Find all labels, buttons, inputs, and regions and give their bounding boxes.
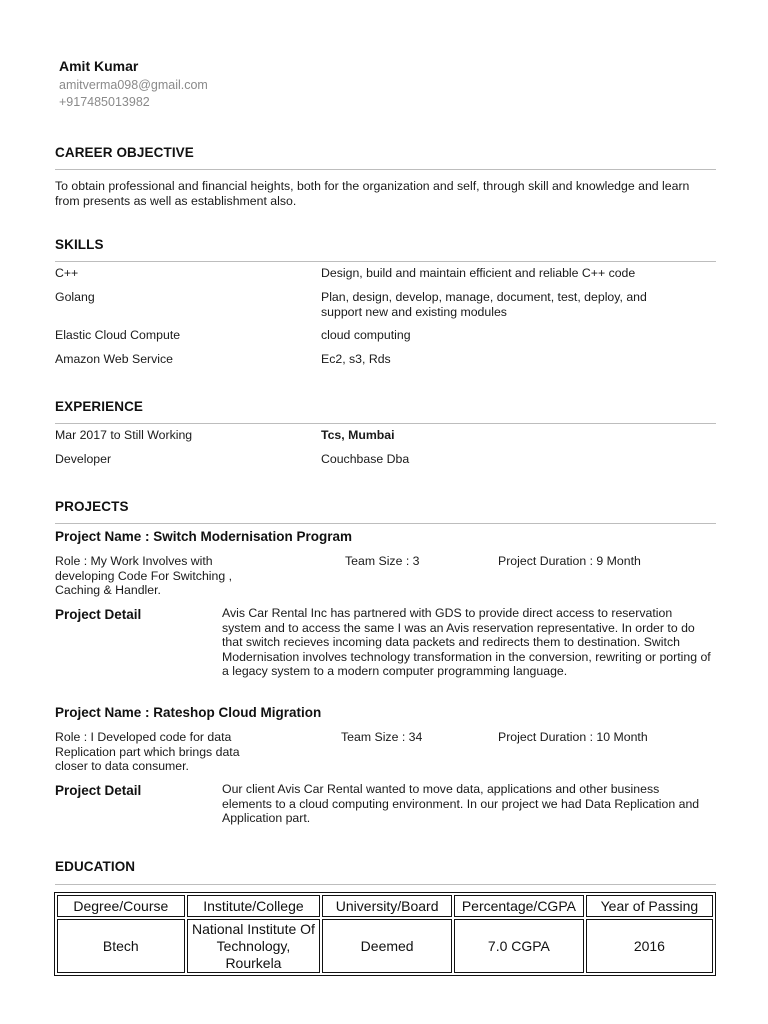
skill-description: Plan, design, develop, manage, document, test, deploy, and support new and existing modules bbox=[321, 290, 647, 319]
career-objective-heading: CAREER OBJECTIVE bbox=[55, 145, 194, 160]
project-detail-label: Project Detail bbox=[55, 607, 142, 622]
divider bbox=[55, 523, 716, 524]
table-header-year: Year of Passing bbox=[586, 895, 713, 917]
skills-heading: SKILLS bbox=[55, 237, 104, 252]
project-role: Role : I Developed code for data Replication part which brings data closer to data consumer. bbox=[55, 730, 240, 773]
table-header-university: University/Board bbox=[322, 895, 452, 917]
project-name: Project Name : Switch Modernisation Program bbox=[55, 529, 353, 544]
skill-description: cloud computing bbox=[321, 328, 411, 342]
experience-company: Tcs, Mumbai bbox=[321, 428, 395, 442]
education-percentage: 7.0 CGPA bbox=[454, 919, 584, 973]
project-role: Role : My Work Involves with developing Code For Switching , Caching & Handler. bbox=[55, 554, 233, 597]
project-detail-label: Project Detail bbox=[55, 783, 142, 798]
divider bbox=[55, 884, 716, 885]
table-header-institute: Institute/College bbox=[187, 895, 321, 917]
skill-name: Amazon Web Service bbox=[55, 352, 174, 366]
table-header-percentage: Percentage/CGPA bbox=[454, 895, 584, 917]
education-institute: National Institute Of Technology, Rourkela bbox=[187, 919, 321, 973]
education-degree: Btech bbox=[57, 919, 185, 973]
education-header-row bbox=[57, 895, 713, 917]
education-table bbox=[54, 892, 716, 976]
project-duration: Project Duration : 10 Month bbox=[498, 730, 648, 744]
candidate-phone: +917485013982 bbox=[59, 95, 150, 109]
candidate-email: amitverma098@gmail.com bbox=[59, 78, 208, 92]
experience-position: Couchbase Dba bbox=[321, 452, 410, 466]
education-university: Deemed bbox=[322, 919, 452, 973]
table-row bbox=[57, 919, 713, 973]
experience-role: Developer bbox=[55, 452, 112, 466]
skill-name: Golang bbox=[55, 290, 95, 304]
project-detail-text: Avis Car Rental Inc has partnered with GDS to provide direct access to reservation system and to access the same I was an Avis reservation representative. In order to do that switch recieves incoming data packets and redirects them to destination. Switch Modernisation involves technology transformation in the conversion, rewriting or porting of a legacy system to a modern computer programming language. bbox=[222, 606, 711, 678]
experience-heading: EXPERIENCE bbox=[55, 399, 144, 414]
education-heading: EDUCATION bbox=[55, 859, 136, 874]
education-year: 2016 bbox=[586, 919, 713, 973]
projects-heading: PROJECTS bbox=[55, 499, 129, 514]
project-name: Project Name : Rateshop Cloud Migration bbox=[55, 705, 322, 720]
skill-name: Elastic Cloud Compute bbox=[55, 328, 181, 342]
divider bbox=[55, 169, 716, 170]
skill-description: Ec2, s3, Rds bbox=[321, 352, 391, 366]
divider bbox=[55, 423, 716, 424]
project-detail-text: Our client Avis Car Rental wanted to move data, applications and other business elements to a cloud computing environment. In our project we had Data Replication and Application part. bbox=[222, 782, 700, 825]
project-duration: Project Duration : 9 Month bbox=[498, 554, 641, 568]
skill-name: C++ bbox=[55, 266, 79, 280]
career-objective-text: To obtain professional and financial heights, both for the organization and self, through skill and knowledge and learn from presents as well as establishment also. bbox=[55, 179, 690, 208]
candidate-name: Amit Kumar bbox=[59, 58, 139, 74]
project-team-size: Team Size : 3 bbox=[345, 554, 420, 568]
divider bbox=[55, 261, 716, 262]
project-team-size: Team Size : 34 bbox=[341, 730, 423, 744]
experience-period: Mar 2017 to Still Working bbox=[55, 428, 193, 442]
table-header-degree: Degree/Course bbox=[57, 895, 185, 917]
skill-description: Design, build and maintain efficient and reliable C++ code bbox=[321, 266, 636, 280]
